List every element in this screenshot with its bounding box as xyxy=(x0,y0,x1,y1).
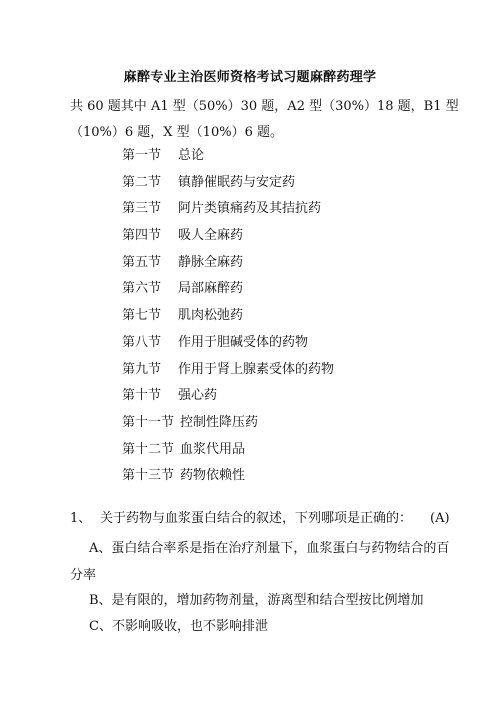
intro-line: 共 60 题其中 A1 型（50%）30 题，A2 型（30%）18 题，B1 型 xyxy=(70,99,459,114)
section-name: 镇静催眠药与安定药 xyxy=(178,174,296,190)
section-number: 第六节 xyxy=(122,281,162,297)
option-a xyxy=(70,535,450,589)
section-number: 第九节 xyxy=(122,361,162,377)
section-item xyxy=(122,223,334,250)
section-number: 第四节 xyxy=(122,228,162,244)
option-line: C、不影响吸收，也不影响排泄 xyxy=(89,619,268,634)
question-1 xyxy=(70,506,450,532)
option-line: B、是有限的，增加药物剂量，游离型和结合型按比例增加 xyxy=(89,593,424,608)
section-name: 作用于胆碱受体的药物 xyxy=(178,334,309,350)
section-name: 强心药 xyxy=(178,388,218,404)
section-item xyxy=(122,276,334,303)
section-number: 第十节 xyxy=(122,388,162,404)
section-number: 第一节 xyxy=(122,148,162,163)
section-item xyxy=(122,330,334,357)
section-item xyxy=(122,437,334,464)
section-name: 吸人全麻药 xyxy=(178,228,244,244)
section-name: 阿片类镇痛药及其拮抗药 xyxy=(178,201,322,217)
section-item xyxy=(122,303,334,330)
section-item xyxy=(122,410,334,437)
section-name: 总论 xyxy=(178,148,205,163)
section-number: 第七节 xyxy=(122,308,162,324)
section-number: 第十三节 xyxy=(122,468,175,484)
option-b xyxy=(70,587,435,614)
section-item xyxy=(122,143,334,170)
option-c xyxy=(70,613,435,640)
option-line: A、蛋白结合率系是指在治疗剂量下，血浆蛋白与药物结合的百 xyxy=(89,541,450,556)
section-name: 控制性降压药 xyxy=(180,414,259,430)
section-number: 第三节 xyxy=(122,201,162,217)
section-name: 作用于肾上腺素受体的药物 xyxy=(178,361,335,377)
section-number: 第十二节 xyxy=(122,441,175,457)
section-item xyxy=(122,170,334,197)
section-number: 第五节 xyxy=(122,254,162,270)
section-name: 肌肉松弛药 xyxy=(178,308,244,324)
section-item xyxy=(122,250,334,277)
section-item xyxy=(122,463,334,490)
section-item xyxy=(122,357,334,384)
option-line: 分率 xyxy=(70,568,97,583)
intro-paragraph xyxy=(70,94,459,146)
question-number: 1、 xyxy=(70,511,92,526)
question-text: 关于药物与血浆蛋白结合的叙述，下列哪项是正确的： xyxy=(100,511,413,526)
document-title: 麻醉专业主治医师资格考试习题麻醉药理学 xyxy=(123,70,377,85)
section-item xyxy=(122,383,334,410)
section-number: 第二节 xyxy=(122,174,162,190)
section-number: 第八节 xyxy=(122,334,162,350)
section-item xyxy=(122,196,334,223)
section-name: 静脉全麻药 xyxy=(178,254,244,270)
question-answer: (A) xyxy=(430,511,450,526)
intro-line: （10%）6 题，X 型（10%）6 题。 xyxy=(70,125,283,140)
section-name: 药物依赖性 xyxy=(180,468,246,484)
section-name: 血浆代用品 xyxy=(180,441,246,457)
section-list xyxy=(122,143,334,490)
section-number: 第十一节 xyxy=(122,414,175,430)
section-name: 局部麻醉药 xyxy=(178,281,244,297)
